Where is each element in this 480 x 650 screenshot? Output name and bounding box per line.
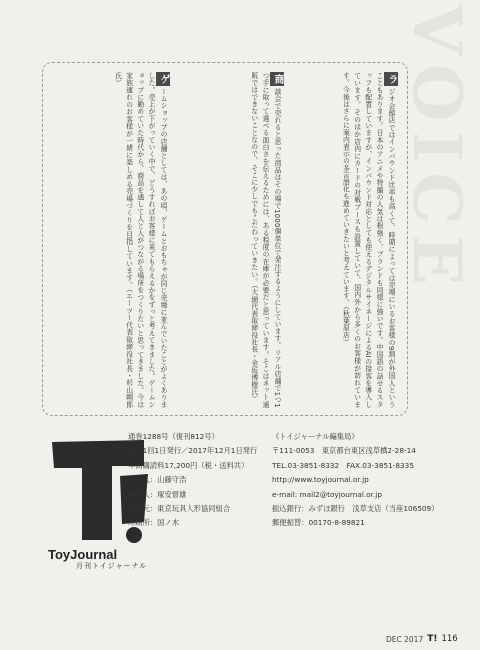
article-column-3 xyxy=(52,72,170,408)
email-link[interactable]: e-mail: mail2@toyjournal.or.jp xyxy=(272,489,382,499)
colophon xyxy=(42,428,478,618)
page-number: 116 xyxy=(441,634,458,644)
editorial-office: 《トイジャーナル編集局》 xyxy=(272,432,359,441)
printer: 印刷所：国ノ木 xyxy=(128,518,180,528)
footer-logo-icon: T! xyxy=(427,634,438,644)
contact-details xyxy=(272,430,439,531)
issue-date: DEC 2017 xyxy=(386,634,424,644)
dropcap-2: 商 xyxy=(272,73,283,85)
page-footer xyxy=(386,634,458,644)
subscription-fee: 年間購読料17,200円（税・送料共） xyxy=(128,460,249,470)
issue-number: 通巻1288号（復刊812号） xyxy=(128,432,219,441)
publish-date: 毎月1回1日発行／2017年12月1日発行 xyxy=(128,446,258,456)
postal-transfer: 郵便振替：00170-8-89821 xyxy=(272,518,365,528)
column-1-text: ジオ会館店ではインバウンド比率も高くて、時期によっては売場にいるお客様の9割が外国人ということもあります。日本のアニメや特撮の人気は根強く、ブランドも同様に強いです。中国語の話せるスタッフも配置していますが、インバウンド対応としても使えるデジタルサイネージによるAIの接客を導入しています。そのほか店内にカードの対戦ブースも設置していて、国内外から多くのお客様が訪れています。今後はさらに案内表示の多言語化も進めていきたいと考えています。（秋葉原店） xyxy=(341,72,395,408)
publisher: 発行人：山藤守浩 xyxy=(128,475,187,485)
dropcap-1: ラ xyxy=(386,73,397,85)
publication-details xyxy=(128,430,257,531)
article-column-1 xyxy=(288,72,398,408)
address: 〒111-0053 東京都台東区浅草橋2-28-14 xyxy=(272,446,416,456)
website-link[interactable]: http://www.toyjournal.or.jp xyxy=(272,475,369,485)
issuer: 発行元：東京玩具人形協同組合 xyxy=(128,503,231,513)
bank-account: 振込銀行：みずほ銀行 浅草支店（当座106509） xyxy=(272,503,439,513)
logo-subtitle: 月刊トイジャーナル xyxy=(76,562,148,570)
dropcap-3: ゲ xyxy=(158,73,169,85)
article-column-2 xyxy=(176,72,284,408)
column-2-text: 談会で売れると思った商品はその場で1000個単位で発注するようにしています。リアル店舗で1つ1つ手に取って選べる面白さを伝えるためには、ある程度の在庫が必要だと思っています。そこはネット通販ではできないことなので、そこに少しでもこだわっていきたい。（大網代表取締役社長・金坂博樹氏） xyxy=(249,72,281,408)
editor: 編集人：塚安督雄 xyxy=(128,489,187,499)
section-watermark: VOICE xyxy=(398,4,476,296)
phone-fax: TEL.03-3851-8332 FAX.03-3851-8335 xyxy=(272,460,414,470)
logo-wordmark: ToyJournal xyxy=(48,547,118,562)
column-3-text: ームショップの店舗としては、あの頃、ゲームとおもちゃが同じ売場に並んでいたことがよくありました。売上が下がっていく中で、どうすればお客様に来てもらえるかをずっと考えてきました。ゲームショップに勤めていた時代から、商品を通して人と人がつながる場所をつくりたいと思ってきました。今は家族連れのお客様が一緒に楽しめる売場づくりを目指しています。（エーツー代表取締役社長・杉山剛郎氏） xyxy=(113,72,167,408)
